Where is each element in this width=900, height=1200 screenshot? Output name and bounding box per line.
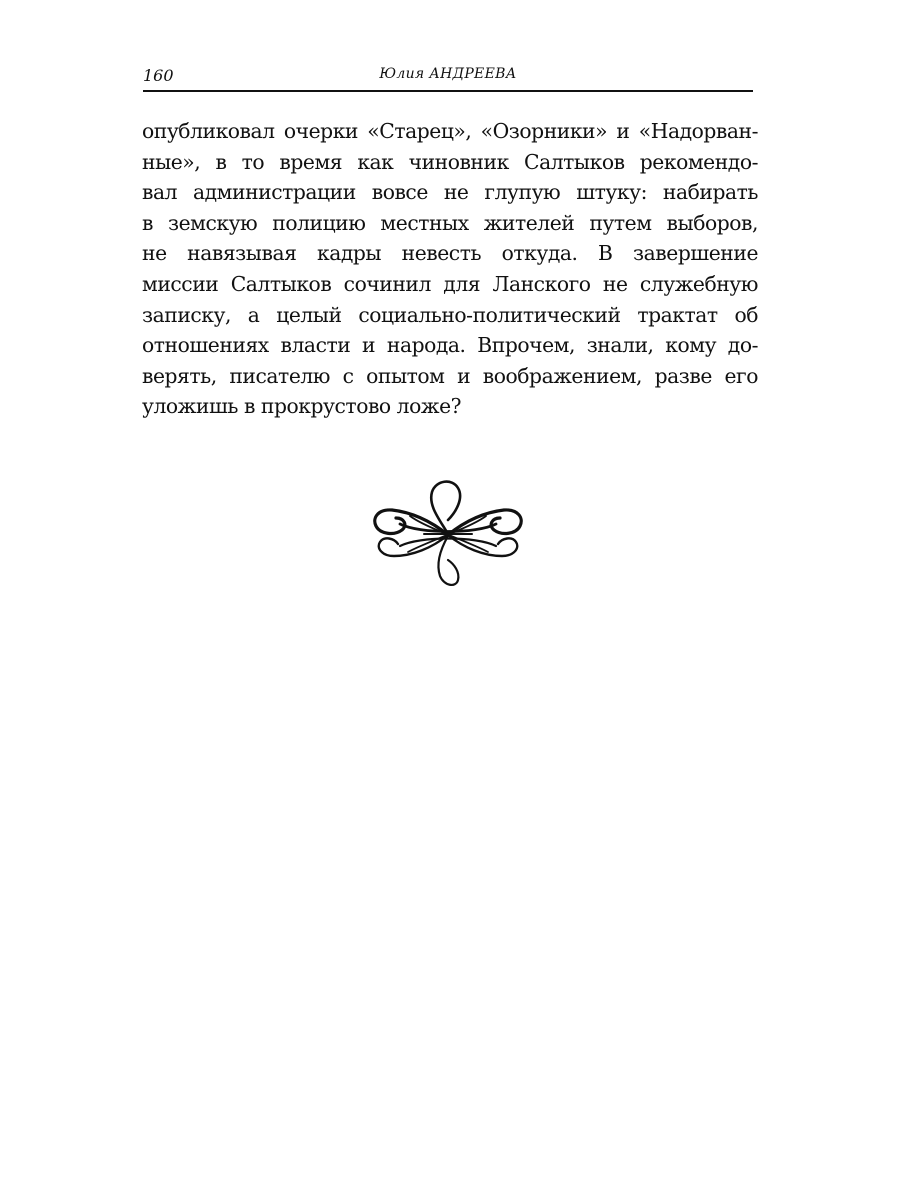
header-title: Юлия АНДРЕЕВА: [379, 66, 517, 82]
body-line: вал администрации вовсе не глупую штуку: набирать: [142, 180, 758, 205]
body-paragraph: [142, 116, 758, 422]
body-line: опубликовал очерки «Старец», «Озорники» и «Надорван-: [142, 119, 758, 143]
body-line: уложишь в прокрустово ложе?: [142, 394, 462, 419]
page-number: 160: [143, 66, 174, 85]
body-line: миссии Салтыков сочинил для Ланского не служебную: [142, 271, 758, 296]
flourish-ornament-icon: [370, 476, 526, 594]
body-line: ные», в то время как чиновник Салтыков рекомендо-: [142, 149, 758, 174]
body-line: отношениях власти и народа. Впрочем, знали, кому до-: [142, 333, 758, 358]
running-header: [143, 60, 753, 92]
body-line: верять, писателю с опытом и воображением, разве его: [142, 363, 758, 388]
body-line: в земскую полицию местных жителей путем выборов,: [142, 210, 758, 235]
body-line: не навязывая кадры невесть откуда. В завершение: [142, 241, 758, 266]
body-line: записку, а целый социально-политический трактат об: [142, 302, 758, 327]
